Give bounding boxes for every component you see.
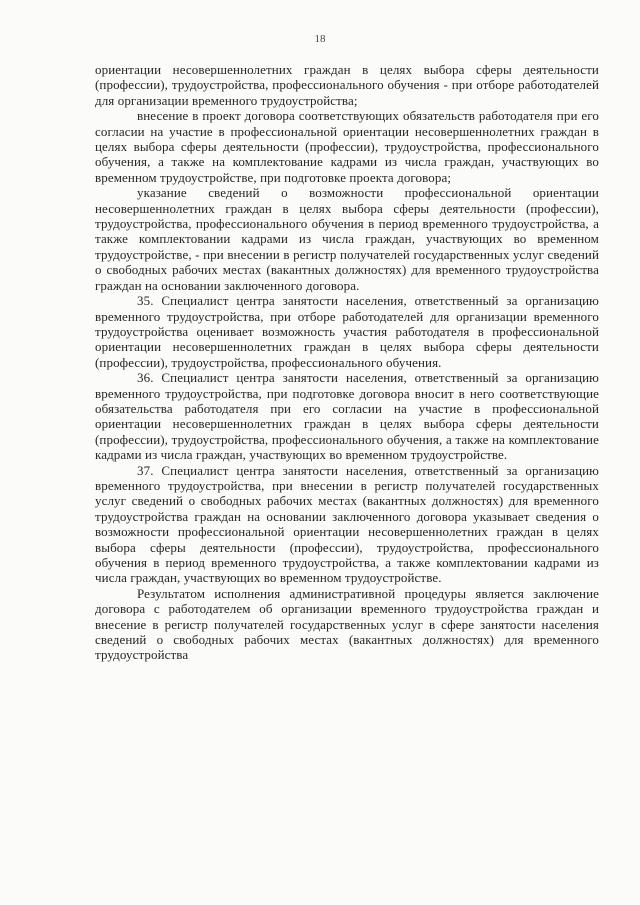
document-body xyxy=(95,62,599,663)
paragraph-obligations: внесение в проект договора соответствующих обязательств работодателя при его согласии на участие в профессиональной ориентации несовершеннолетних граждан в целях выбора сферы деятельности (профессии), трудоустройства, профессионального обучения, а также на комплектование кадрами из числа граждан, участвующих во временном трудоустройстве, при подготовке проекта договора; xyxy=(95,108,599,185)
page-number: 18 xyxy=(314,33,326,45)
paragraph-36: 36. Специалист центра занятости населения, ответственный за организацию временного трудоустройства, при подготовке договора вносит в него соответствующие обязательства работодателя при его согласии на участие в профессиональной ориентации несовершеннолетних граждан в целях выбора сферы деятельности (профессии), трудоустройства, профессионального обучения, а также на комплектование кадрами из числа граждан, участвующих во временном трудоустройстве. xyxy=(95,370,599,463)
paragraph-35: 35. Специалист центра занятости населения, ответственный за организацию временного трудоустройства, при отборе работодателей для организации временного трудоустройства оценивает возможность участия работодателя в профессиональной ориентации несовершеннолетних граждан в целях выбора сферы деятельности (профессии), трудоустройства, профессионального обучения. xyxy=(95,293,599,370)
paragraph-result: Результатом исполнения административной процедуры является заключение договора с работодателем об организации временного трудоустройства граждан и внесение в регистр получателей государственных услуг в сфере занятости населения сведений о свободных рабочих местах (вакантных должностях) для временного трудоустройства xyxy=(95,585,599,663)
paragraph-information: указание сведений о возможности профессиональной ориентации несовершеннолетних граждан в целях выбора сферы деятельности (профессии), трудоустройства, профессионального обучения в период временного трудоустройства, а также комплектовании кадрами из числа граждан, участвующих во временном трудоустройстве, - при внесении в регистр получателей государственных услуг сведений о свободных рабочих местах (вакантных должностях) для временного трудоустройства граждан на основании заключенного договора. xyxy=(95,185,599,293)
paragraph-continuation: ориентации несовершеннолетних граждан в целях выбора сферы деятельности (профессии), трудоустройства, профессионального обучения - при отборе работодателей для организации временного трудоустройства; xyxy=(95,62,599,108)
paragraph-37: 37. Специалист центра занятости населения, ответственный за организацию временного трудоустройства, при внесении в регистр получателей государственных услуг сведений о свободных рабочих местах (вакантных должностях) для временного трудоустройства граждан на основании заключенного договора указывает сведения о возможности профессиональной ориентации несовершеннолетних граждан в целях выбора сферы деятельности (профессии), трудоустройства, профессионального обучения в период временного трудоустройства, а также комплектовании кадрами из числа граждан, участвующих во временном трудоустройстве. xyxy=(95,462,599,586)
